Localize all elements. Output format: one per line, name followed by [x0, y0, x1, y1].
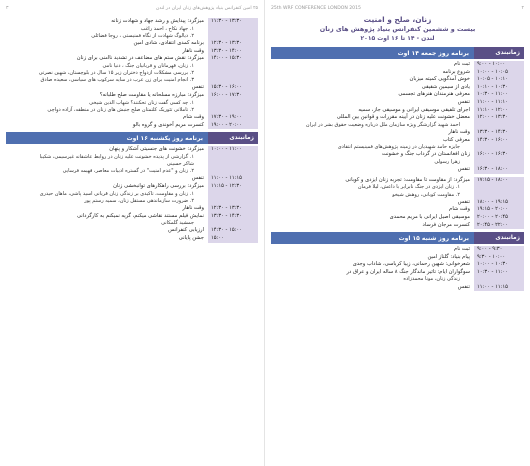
time-slot: ۱۴:۳۰ - ۱۶:۰۰: [474, 137, 524, 152]
schedule-row: [271, 166, 524, 174]
session-title: تنفس: [457, 198, 470, 205]
schedule-row: [6, 18, 258, 40]
time-slot: ۱۸:۰۰ - ۱۹:۱۵: [474, 199, 524, 207]
session-title: میزگرد: مبارزه مسلحانه یا مقاومت صلح طلبانه؟: [99, 91, 204, 98]
schedule-row: [6, 205, 258, 213]
schedule-label: زمانبندی: [474, 232, 524, 244]
session-title: معضل خشونت علیه زنان در آیینه مقررات و قوانین بین المللی: [336, 114, 470, 121]
schedule-row: [271, 269, 524, 284]
time-slot: ۱۱:۳۰ - ۱۳:۳۰: [208, 18, 258, 40]
session-entry: [6, 40, 208, 48]
saturday-schedule: [271, 246, 524, 291]
schedule-row: [271, 206, 524, 214]
schedule-row: [6, 213, 258, 228]
time-slot: ۱۳:۳۰ - ۱۴:۳۰: [474, 129, 524, 137]
schedule-row: [271, 151, 524, 166]
session-entry: [271, 206, 474, 214]
session-title: وقت ناهار: [448, 128, 470, 135]
time-slot: ۱۵:۰۰: [208, 235, 258, 243]
time-slot: ۹:۰۰ - ۹:۳۰: [474, 246, 524, 254]
time-slot: ۱۱:۰۰ - ۱۱:۱۰: [474, 99, 524, 107]
session-detail: ۱. زنان ایزدی در جنگ نابرابر با داعش، لیلا فرمان: [357, 184, 460, 191]
session-title: اجرای تلفیقی موسیقی ایرانی و موسیقی جاز، سمیه: [358, 106, 470, 113]
schedule-row: [6, 84, 258, 92]
session-title: میزگرد: خشونت های جنسیتی آشکار و پنهان: [109, 146, 204, 153]
session-detail: جایزه حامد شهیدیان در زمینه پژوهش‌های فمینیستم انتقادی: [337, 144, 460, 151]
session-entry: [271, 222, 474, 230]
session-entry: [6, 18, 208, 40]
session-title: ارزیابی کنفرانس: [168, 227, 204, 234]
session-detail: ۱. زنان، قهرمانان و قربانیان جنگ ، دنیا نامی: [102, 62, 194, 69]
time-slot: ۱۰:۳۰ - ۱۱:۰۰: [474, 269, 524, 284]
session-detail: ۲. مقاومت کوبانی، روهش شیخو: [392, 191, 460, 198]
time-slot: ۹:۳۰ - ۱۰:۰۰: [474, 254, 524, 262]
program-title: زنان، صلح و امنیت: [363, 15, 432, 24]
time-slot: ۱۰:۰۵ - ۱۰:۱۰: [474, 76, 524, 84]
schedule-row: [271, 261, 524, 269]
session-title: کنسرت مریم آخوندی و گروه بالو: [132, 121, 204, 128]
schedule-row: [271, 137, 524, 152]
program-dates: لندن - ۱۴ تا ۱۶ اوت ۲۰۱۵: [360, 35, 435, 42]
session-title: شعرخوانی: شهین رحمانی، زیبا کرباسی، شاداب وجدی: [352, 261, 470, 268]
day-header-sunday: [6, 132, 258, 144]
session-title: ثبت نام: [454, 246, 470, 253]
session-entry: [271, 84, 474, 92]
session-title: یادی از سیمین شقیقی: [421, 83, 470, 90]
time-slot: ۱۱:۰۰ - ۱۱:۱۵: [208, 175, 258, 183]
time-slot: ۲۰:۰۰ - ۲۰:۴۵: [474, 214, 524, 222]
schedule-row: [271, 199, 524, 207]
friday-schedule: [271, 61, 524, 174]
session-title: نمایش فیلم مستند نقاشی میکنم، گریه نمیکنم به کارگردانی: [76, 212, 204, 219]
time-slot: ۱۲:۰۰ - ۱۳:۳۰: [474, 114, 524, 129]
session-title: کنسرت مرجان فرساد: [422, 221, 470, 228]
session-detail: جمشید گلمکانی: [161, 220, 194, 227]
session-detail: ۱. چه کسی گفت زنان تحکنند؟ شهاب الدین شیخی: [89, 99, 194, 106]
session-title: میزگرد: از مقاومت تا مقاومت: تجربه زنان ایزدی و کوبانی: [345, 176, 470, 183]
session-detail: زندگی زنان، مونا محمدزاده: [403, 276, 460, 283]
session-entry: [271, 166, 474, 174]
schedule-row: [6, 114, 258, 122]
session-entry: [271, 137, 474, 152]
sunday-schedule: [6, 146, 258, 242]
session-entry: [6, 183, 208, 205]
session-detail: احمد شهید گزارشگر ویژه سازمان ملل درباره وضعیت حقوق بشر در ایران: [305, 121, 460, 128]
time-slot: ۱۷:۱۵ - ۱۸:۰۰: [474, 177, 524, 199]
session-detail: زهرا رسولی: [434, 158, 460, 165]
time-slot: ۱۲:۳۰ - ۱۳:۳۰: [208, 205, 258, 213]
schedule-row: [271, 114, 524, 129]
session-title: معرفی هنرمندان هنرهای تجسمی: [398, 91, 470, 98]
session-entry: [271, 129, 474, 137]
time-slot: ۱۶:۳۰ - ۱۸:۰۰: [474, 166, 524, 174]
session-title: تنفس: [191, 175, 204, 182]
program-title-block: [271, 15, 524, 43]
session-detail: ۲. بررسی مشکلات ازدواج دختران زیر ۱۵ سال در بلوچستان، شهین نصرتی: [38, 69, 194, 76]
schedule-row: [271, 214, 524, 222]
schedule-row: [6, 235, 258, 243]
schedule-row: [6, 183, 258, 205]
session-entry: [6, 213, 208, 228]
session-title: پیام بنیاد: گلناز امین: [427, 253, 470, 260]
time-slot: ۱۰:۱۰ - ۱۰:۳۰: [474, 84, 524, 92]
session-title: تنفس: [457, 283, 470, 290]
time-slot: ۱۹:۰۰ - ۲۰:۰۰: [208, 122, 258, 130]
session-entry: [271, 246, 474, 254]
session-detail: ۱. زنان و مقاومت، تاکیدی بر زندگی زنان قربانی اسید پاشی، ماهان حیدری: [39, 190, 194, 197]
time-slot: ۱۳:۳۰ - ۱۴:۰۰: [208, 48, 258, 56]
time-slot: ۱۹:۱۵ - ۲۰:۰۰: [474, 206, 524, 214]
time-slot: ۱۶:۰۰ - ۱۷:۳۰: [208, 92, 258, 114]
running-header-left: [6, 4, 258, 12]
time-slot: ۲۰:۴۵ - ۲۲:۰۰: [474, 222, 524, 230]
session-title: موسیقی اصیل ایرانی با مریم محمدی: [389, 213, 470, 220]
session-title: برنامه کمدی انتقادی، شادی امین: [133, 40, 204, 46]
session-title: زنان افغانستان در گرداب جنگ و خشونت: [381, 151, 470, 158]
time-slot: ۱۶:۰۰ - ۱۶:۳۰: [474, 151, 524, 166]
session-title: سوگواران ایام: تاثیر ماندگار جنگ ۸ ساله ایران و عراق در: [346, 268, 470, 275]
program-subtitle: بیست و ششمین کنفرانس بنیاد پژوهش های زنان: [319, 25, 476, 33]
session-detail: ۲. زنان و "عدم امنیت" در گستره ادبیات معاصر، فهیمه فرسایی: [62, 168, 194, 175]
schedule-row: [6, 55, 258, 84]
schedule-row: [271, 254, 524, 262]
time-slot: ۱۱:۰۰ - ۱۱:۱۵: [474, 284, 524, 292]
session-title: شروع برنامه: [442, 68, 470, 75]
session-detail: شاکر حسینی: [166, 160, 194, 167]
schedule-row: [6, 227, 258, 235]
session-entry: [6, 235, 208, 243]
session-title: وقت شام: [449, 206, 470, 213]
time-slot: ۱۴:۰۰ - ۱۵:۳۰: [208, 55, 258, 84]
schedule-row: [271, 246, 524, 254]
page-number-left: ۳: [6, 5, 9, 11]
schedule-row: [271, 69, 524, 77]
schedule-row: [271, 61, 524, 69]
right-page: [265, 0, 530, 466]
session-entry: [6, 175, 208, 183]
session-entry: [271, 261, 474, 269]
session-entry: [271, 99, 474, 107]
time-slot: ۱۰:۰۰ - ۱۱:۰۰: [208, 146, 258, 175]
schedule-row: [271, 177, 524, 199]
session-title: وقت ناهار: [182, 204, 204, 211]
schedule-row: [271, 129, 524, 137]
session-title: تنفس: [191, 84, 204, 91]
schedule-row: [271, 99, 524, 107]
day-title: برنامه روز شنبه ۱۵ اوت: [271, 232, 474, 244]
time-slot: ۱۰:۳۰ - ۱۱:۰۰: [474, 91, 524, 99]
time-slot: ۱۰:۰۰ - ۱۰:۳۰: [474, 261, 524, 269]
schedule-row: [6, 175, 258, 183]
session-title: خوش آمدگویی کمیته میزبان: [409, 76, 470, 83]
session-entry: [271, 91, 474, 99]
schedule-label: زمانبندی: [474, 47, 524, 59]
schedule-row: [6, 122, 258, 130]
session-detail: ۲. تاملاتی تئوریک کلتمتان صلح جنبش های زنان در منطقه، آزاده دواچی: [47, 106, 194, 113]
time-slot: ۱۱:۱۰ - ۱۲:۰۰: [474, 107, 524, 115]
session-title: معرفی کتاب: [442, 136, 470, 143]
session-entry: [6, 92, 208, 114]
session-entry: [271, 254, 474, 262]
schedule-row: [6, 40, 258, 48]
session-entry: [271, 61, 474, 69]
session-entry: [6, 55, 208, 84]
session-entry: [6, 122, 208, 130]
session-entry: [6, 227, 208, 235]
session-title: تنفس: [457, 98, 470, 105]
session-entry: [271, 114, 474, 129]
page-number-right: ۲: [521, 5, 524, 11]
session-entry: [271, 269, 474, 284]
session-title: میزگرد: نقش ستم های مضاعف در تشدید ناامنی برای زنان: [76, 55, 204, 62]
friday-evening-schedule: [271, 177, 524, 229]
conference-name: ۲۵ امین کنفرانس بنیاد پژوهش‌های زنان ایران در لندن: [155, 5, 258, 11]
session-entry: [271, 76, 474, 84]
time-slot: ۱۲:۳۰ - ۱۳:۳۰: [208, 40, 258, 48]
session-entry: [6, 84, 208, 92]
session-detail: ۱. جهاد نکاح ، احمد راغب: [140, 25, 194, 32]
session-entry: [6, 146, 208, 175]
session-title: ثبت نام: [454, 61, 470, 67]
session-title: میزگرد: بررسی راهکارهای توانبخشی زنان: [113, 182, 204, 189]
schedule-row: [6, 92, 258, 114]
session-title: جشن پایانی: [178, 234, 204, 241]
session-entry: [271, 214, 474, 222]
session-entry: [271, 177, 474, 199]
schedule-row: [271, 284, 524, 292]
time-slot: ۹:۰۰ - ۱۰:۰۰: [474, 61, 524, 69]
schedule-row: [271, 222, 524, 230]
session-entry: [6, 114, 208, 122]
sunday-prelude-schedule: [6, 18, 258, 129]
schedule-row: [6, 146, 258, 175]
session-title: وقت ناهار: [182, 47, 204, 54]
running-header-right: [271, 4, 524, 12]
day-header-saturday: [271, 232, 524, 244]
schedule-row: [271, 76, 524, 84]
session-detail: ۲. ضرورت سازماندهی مستقل زنان، سمیه رستم پور: [84, 197, 194, 204]
session-entry: [271, 284, 474, 292]
day-header-friday: [271, 47, 524, 59]
session-title: تنفس: [457, 166, 470, 173]
time-slot: ۱۱:۱۵ - ۱۲:۳۰: [208, 183, 258, 205]
day-title: برنامه روز یکشنبه ۱۶ اوت: [6, 132, 208, 144]
time-slot: ۱۰:۰۰ - ۱۰:۰۵: [474, 69, 524, 77]
session-entry: [6, 205, 208, 213]
session-title: وقت شام: [183, 113, 204, 120]
session-detail: ۳. انجام امنیت برای زن عرب در سایه سرکوب های سیاسی، سعیده صادق: [40, 77, 194, 84]
schedule-label: زمانبندی: [208, 132, 258, 144]
time-slot: ۱۴:۳۰ - ۱۵:۰۰: [208, 227, 258, 235]
schedule-row: [271, 91, 524, 99]
session-detail: ۲. دیالوگ شهادت از نگاه فمنیستی ، روجا فضائلی: [91, 32, 194, 39]
time-slot: ۱۵:۳۰ - ۱۶:۰۰: [208, 84, 258, 92]
session-detail: ۱. گزارشی از پدیده خشونت علیه زنان در روابط عاشقانه غیرسیمی، شکیبا: [39, 153, 194, 160]
session-title: میزگرد: پیدایش و رشد جهاد و شهادت زنانه: [111, 18, 204, 24]
conference-name-latin: 25th WRF CONFERENCE LONDON 2015: [271, 5, 361, 11]
day-title: برنامه روز جمعه ۱۴ اوت: [271, 47, 474, 59]
session-entry: [271, 151, 474, 166]
session-entry: [271, 199, 474, 207]
time-slot: ۱۷:۳۰ - ۱۹:۰۰: [208, 114, 258, 122]
time-slot: ۱۳:۳۰ - ۱۴:۳۰: [208, 213, 258, 228]
schedule-row: [271, 84, 524, 92]
